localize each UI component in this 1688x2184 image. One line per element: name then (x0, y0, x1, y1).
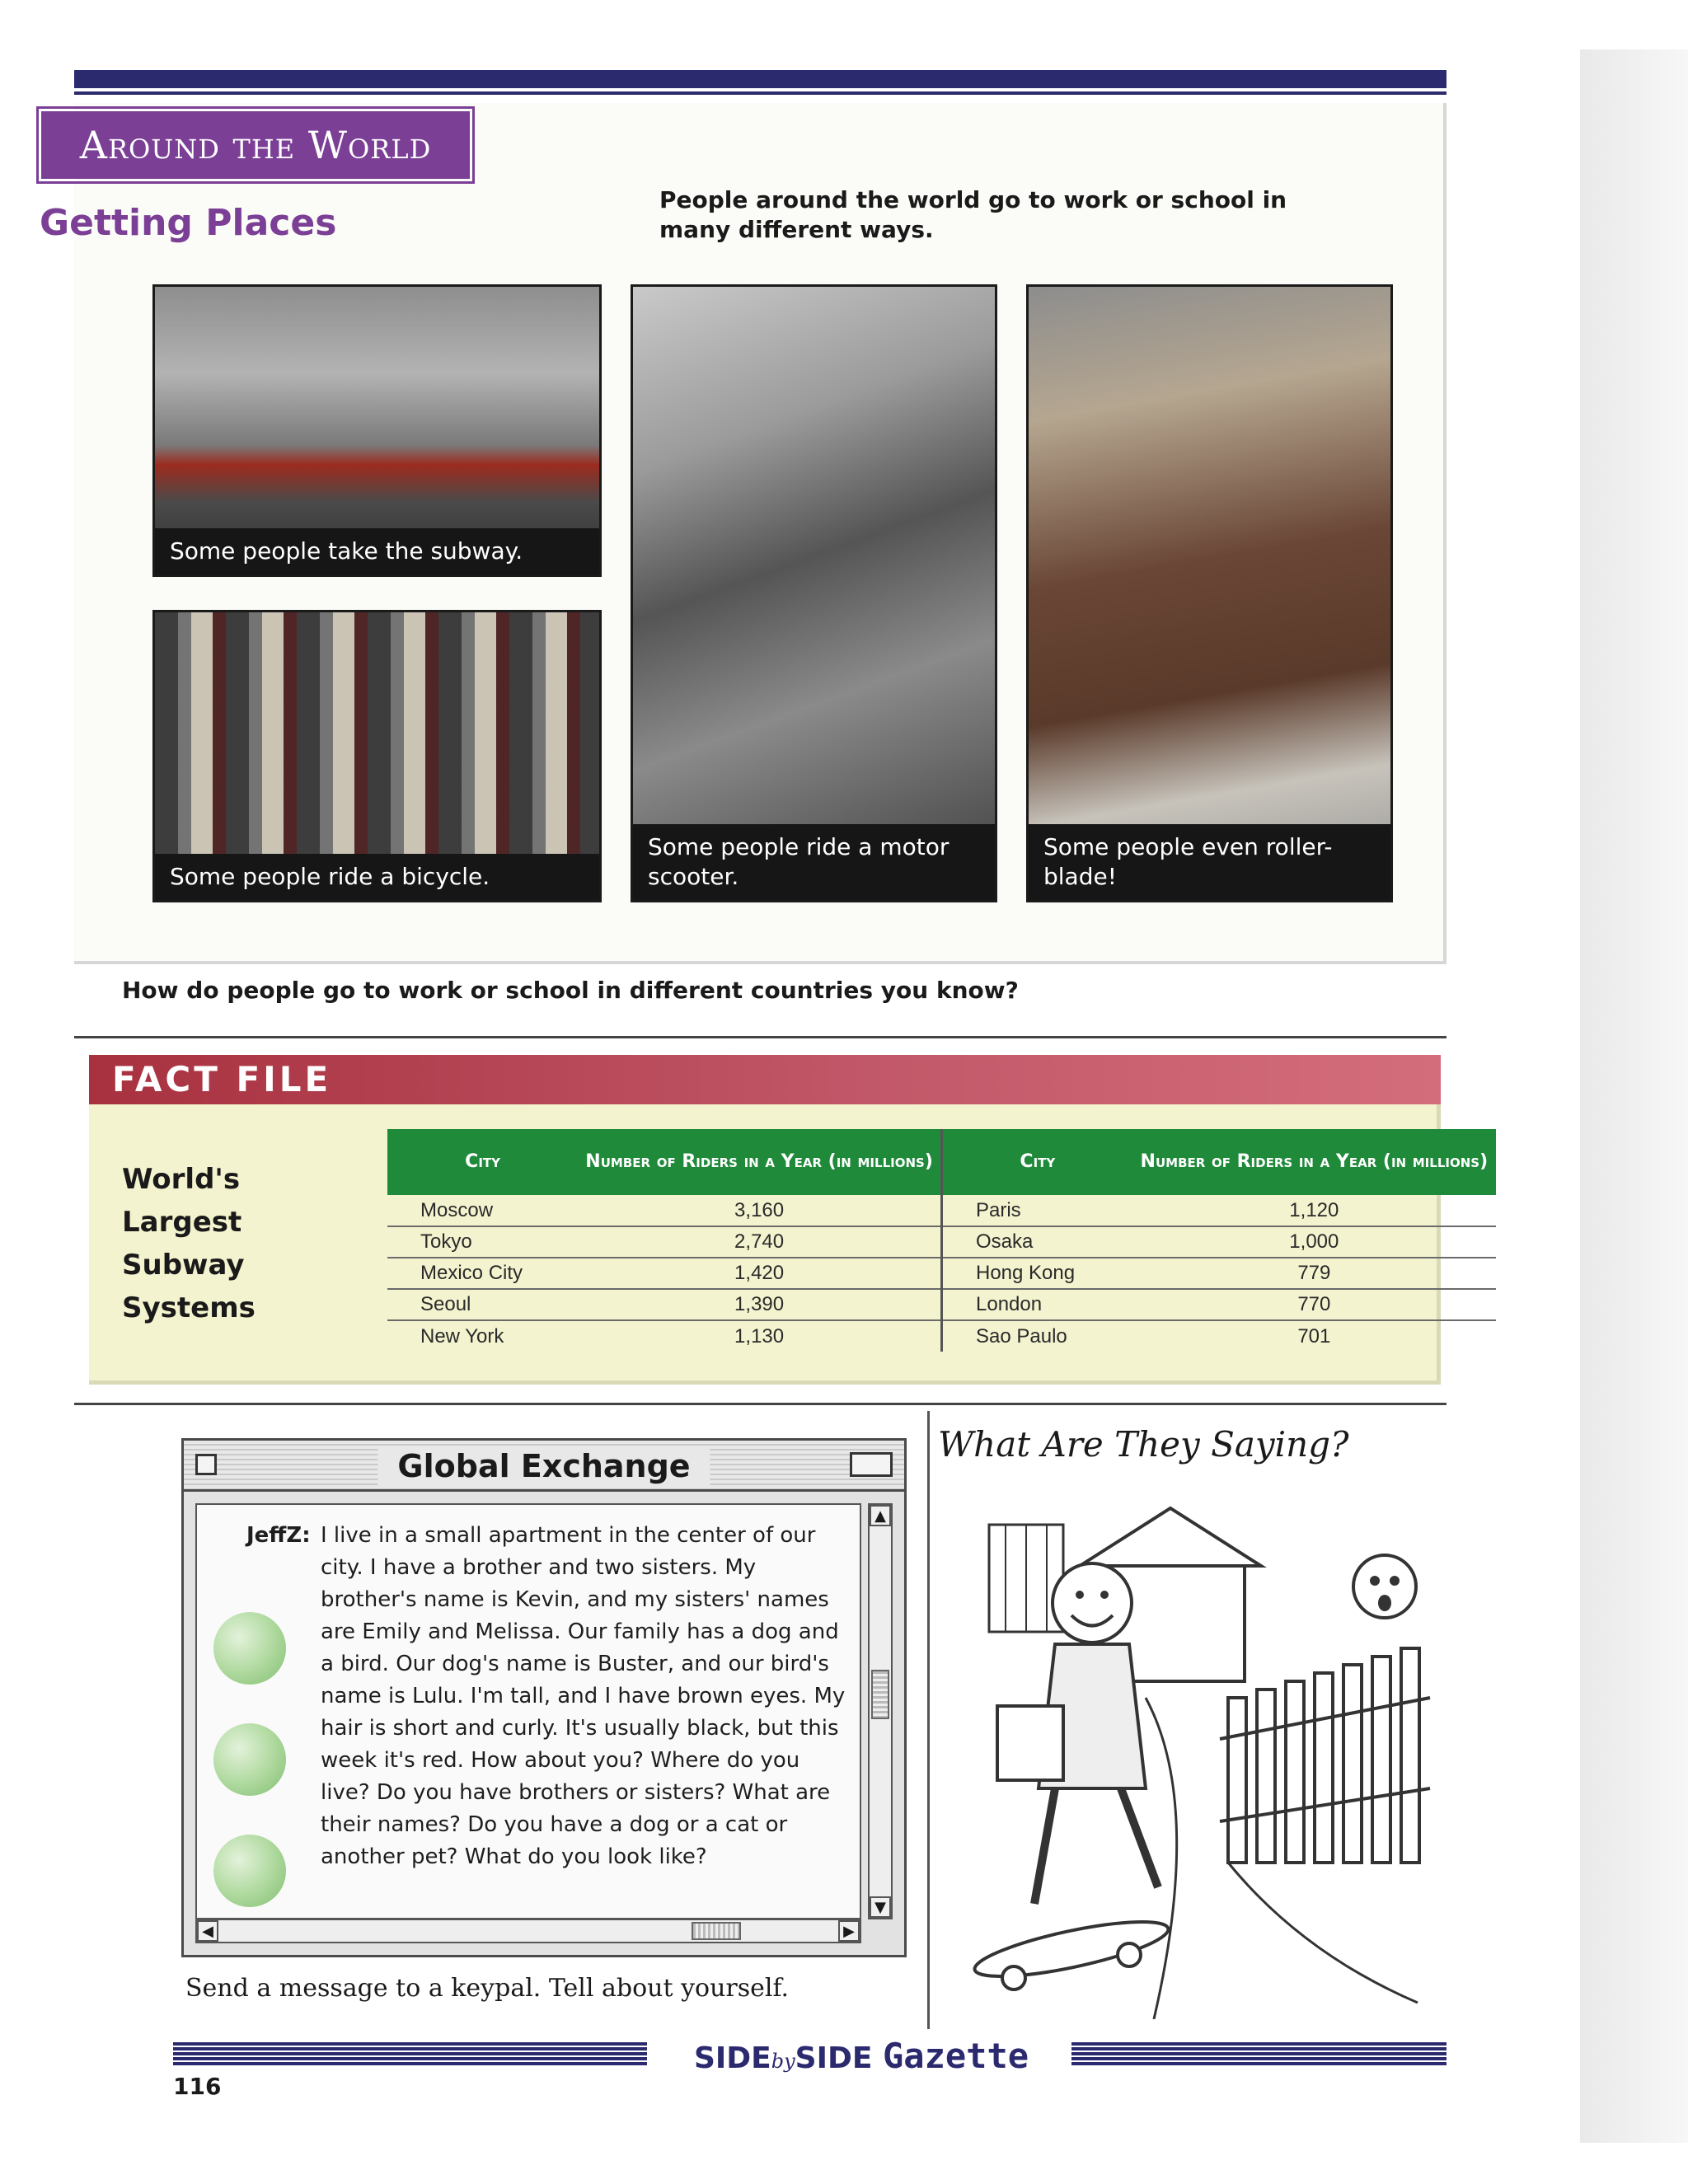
city-cell: Tokyo (387, 1226, 578, 1258)
scroll-right-arrow-icon[interactable]: ▶ (838, 1920, 860, 1942)
photo-subway (152, 284, 602, 577)
photo-scooter (631, 284, 997, 902)
section-banner: Around the World (41, 111, 470, 179)
photo-bicycle (152, 610, 602, 902)
brand-gazette: Gazette (883, 2036, 1029, 2076)
intro-text: People around the world go to work or school in many different ways. (659, 186, 1287, 243)
horizontal-scrollbar[interactable] (195, 1919, 861, 1943)
window-title: Global Exchange (377, 1446, 710, 1487)
table-row (387, 1289, 1496, 1320)
table-row (387, 1320, 1496, 1352)
scroll-up-arrow-icon[interactable]: ▲ (870, 1505, 891, 1526)
top-rule (74, 70, 1447, 88)
city-cell: Osaka (942, 1226, 1132, 1258)
riders-cell: 770 (1132, 1289, 1496, 1320)
label-line: Systems (122, 1291, 256, 1324)
city-cell: Hong Kong (942, 1258, 1132, 1289)
footer-rule-right (1071, 2042, 1447, 2067)
label-line: Subway (122, 1249, 245, 1282)
section-subtitle: Getting Places (40, 202, 337, 244)
section-divider (74, 1403, 1447, 1405)
vertical-scrollbar[interactable] (868, 1503, 893, 1919)
table-header-row (387, 1129, 1496, 1195)
brand-side: SIDE (795, 2041, 873, 2075)
city-cell: Seoul (387, 1289, 578, 1320)
riders-cell: 779 (1132, 1258, 1496, 1289)
riders-cell: 1,000 (1132, 1226, 1496, 1258)
column-divider (927, 1411, 930, 2029)
label-line: Largest (122, 1206, 242, 1239)
photo-caption: Some people ride a motor scooter. (633, 824, 995, 900)
section-divider (74, 1036, 1447, 1038)
close-box-icon[interactable] (195, 1454, 217, 1475)
fact-file-banner: FACT FILE (89, 1055, 1441, 1104)
label-line: World's (122, 1163, 241, 1196)
zoom-box-icon[interactable] (850, 1452, 893, 1477)
table-row (387, 1226, 1496, 1258)
scooter-photo-image (633, 287, 995, 900)
subway-table (387, 1129, 1496, 1352)
riders-cell: 3,160 (578, 1195, 941, 1226)
page-edge-shadow (1580, 49, 1688, 2143)
footer-rule-left (173, 2042, 647, 2067)
discussion-question: How do people go to work or school in different countries you know? (122, 977, 1019, 1004)
scroll-thumb[interactable] (871, 1670, 889, 1719)
skateboarder-cartoon-illustration (956, 1492, 1434, 2019)
photo-rollerblade (1026, 284, 1393, 902)
city-cell: Mexico City (387, 1258, 578, 1289)
keypal-message (246, 1520, 852, 1873)
message-sender: JeffZ: (246, 1523, 311, 1548)
page-number: 116 (173, 2073, 222, 2100)
photo-caption: Some people even roller-blade! (1029, 824, 1390, 900)
city-cell: Moscow (387, 1195, 578, 1226)
col-header-city: City (942, 1129, 1132, 1195)
footer-rule (173, 2036, 1447, 2076)
message-area (195, 1503, 861, 1919)
window-titlebar[interactable] (184, 1441, 904, 1492)
col-header-city: City (387, 1129, 578, 1195)
message-text: I live in a small apartment in the center of our city. I have a brother and two sisters. My brother's name is Kevin, and my sisters' names are Emily and Melissa. Our family has a dog and a bird. Our dog's name is Buster, and our bird's name is Lulu. I'm tall, and I have brown eyes. My hair is short and curly. It's usually black, but this week it's red. How about you? Where do you live? Do you have brothers or sisters? What are their names? Do you have a dog or a cat or another pet? What do you look like? (321, 1523, 846, 1869)
scroll-left-arrow-icon[interactable]: ◀ (197, 1920, 218, 1942)
rollerblade-photo-image (1029, 287, 1390, 900)
riders-cell: 1,130 (734, 1324, 785, 1347)
riders-cell: 701 (1297, 1324, 1331, 1347)
riders-cell: 1,120 (1132, 1195, 1496, 1226)
global-exchange-window (181, 1438, 907, 1957)
riders-cell: 1,420 (578, 1258, 941, 1289)
cartoon-title: What Are They Saying? (938, 1424, 1349, 1465)
city-cell: New York (420, 1324, 504, 1347)
col-header-riders: Number of Riders in a Year (in millions) (578, 1129, 941, 1195)
gazette-logo (651, 2036, 1071, 2076)
brand-side: SIDE (693, 2041, 771, 2075)
city-cell: Paris (942, 1195, 1132, 1226)
photo-caption: Some people take the subway. (155, 528, 599, 574)
photo-caption: Some people ride a bicycle. (155, 854, 599, 900)
scroll-down-arrow-icon[interactable]: ▼ (870, 1896, 891, 1918)
table-row (387, 1195, 1496, 1226)
col-header-riders: Number of Riders in a Year (in millions) (1132, 1129, 1496, 1195)
fact-file-label (122, 1158, 256, 1329)
scroll-thumb[interactable] (692, 1922, 741, 1940)
table-row (387, 1258, 1496, 1289)
riders-cell: 1,390 (578, 1289, 941, 1320)
brand-by: by (771, 2050, 795, 2073)
send-message-instruction: Send a message to a keypal. Tell about yourself. (185, 1974, 790, 2003)
riders-cell: 2,740 (578, 1226, 941, 1258)
city-cell: Sao Paulo (942, 1320, 1132, 1352)
city-cell: London (942, 1289, 1132, 1320)
